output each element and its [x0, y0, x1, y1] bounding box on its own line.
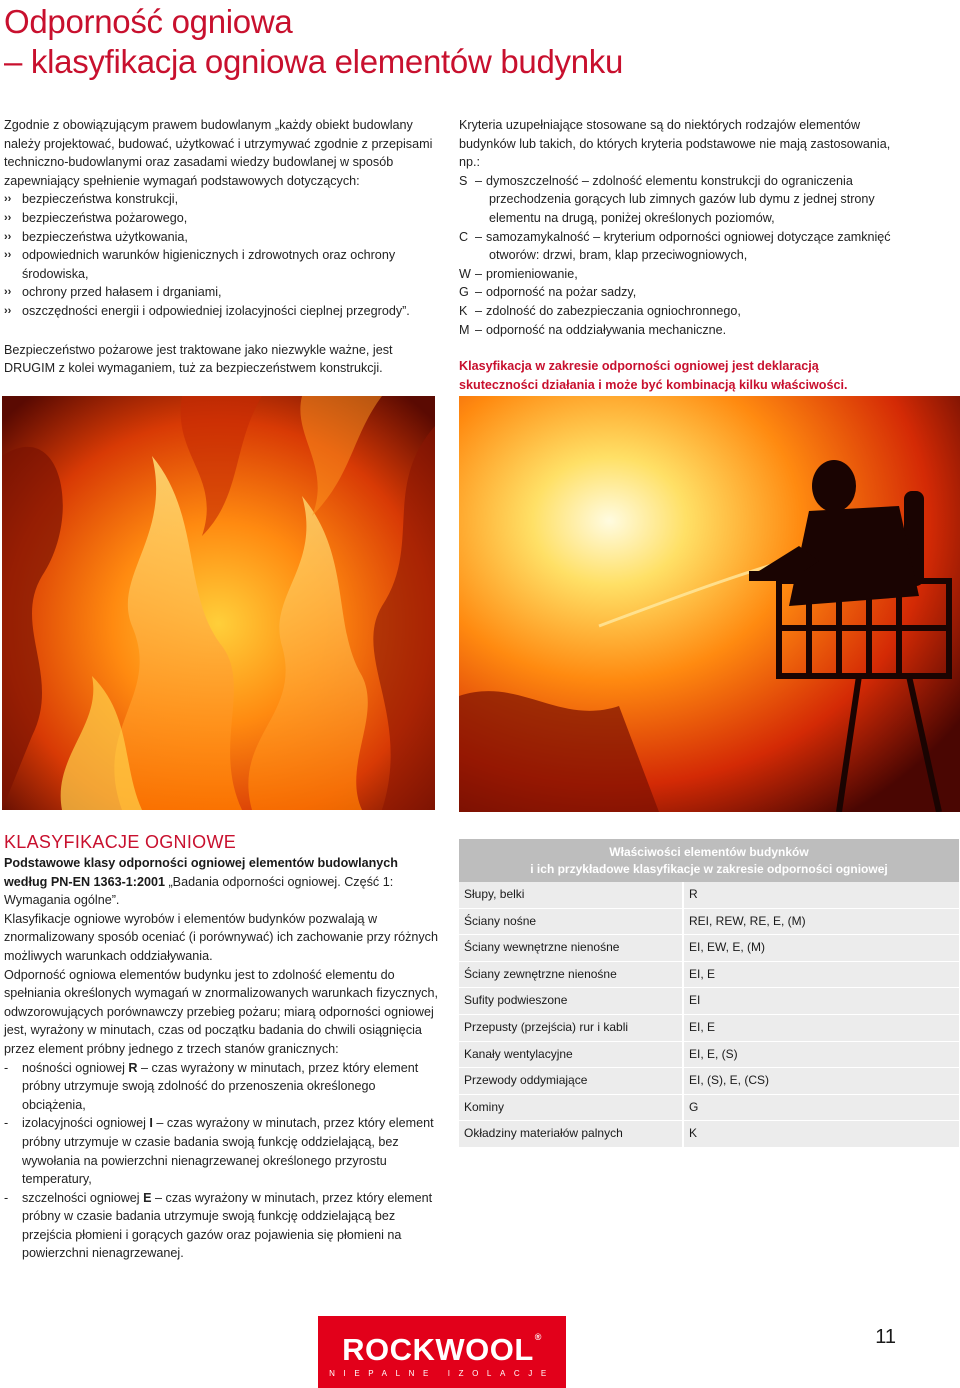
table-cell-element: Ściany zewnętrzne nienośne — [459, 962, 684, 988]
fire-safety-paragraph: Bezpieczeństwo pożarowe jest traktowane jako niezwykle ważne, jest DRUGIM z kolei wymaganiem, tuż za bezpieczeństwem konstrukcji. — [4, 342, 393, 376]
dash-mark: – — [475, 303, 483, 318]
criteria-text: samozamykalność – kryterium odporności ogniowej dotyczące zamknięć otworów: drzwi, bram, klap przeciwogniowych, — [486, 229, 891, 263]
subheading-tail: „Badania odporności ogniowej. Część 1: Wymagania ogólne”. — [4, 874, 394, 908]
list-item: - nośności ogniowej R – czas wyrażony w minutach, przez który element próbny utrzymuje swoją zdolność do przenoszenia określonego obciążenia, — [4, 1060, 419, 1112]
list-item — [4, 302, 440, 321]
table-row — [459, 1068, 959, 1095]
list-item — [4, 228, 440, 247]
intro-section — [4, 116, 440, 378]
table-cell-class: EI — [684, 988, 959, 1014]
table-cell-element: Przepusty (przejścia) rur i kabli — [459, 1015, 684, 1041]
title-line-2: – klasyfikacja ogniowa elementów budynku — [4, 43, 624, 80]
flames-photo — [2, 396, 435, 810]
criteria-intro: Kryteria uzupełniające stosowane są do niektórych rodzajów elementów budynków lub takich, do których kryteria podstawowe nie mają zastosowania, np.: — [459, 118, 891, 170]
table-row — [459, 1042, 959, 1069]
logo-wordmark: ROCKWOOL® — [342, 1332, 542, 1367]
state-letter: E — [143, 1190, 152, 1205]
dash-mark: – — [475, 266, 483, 281]
list-item-text: bezpieczeństwa użytkowania, — [22, 229, 188, 244]
criteria-text: odporność na pożar sadzy, — [486, 285, 637, 300]
table-cell-class: K — [684, 1121, 959, 1147]
intro-paragraph: Zgodnie z obowiązującym prawem budowlanym „każdy obiekt budowlany należy projektować, budować, użytkować i utrzymywać zgodnie z przepisami techniczno-budowlanymi oraz zasadami wiedzy budowlanej w sposób zapewniający spełnienie wymagań podstawowych dotyczących: — [4, 118, 433, 188]
list-item — [4, 283, 440, 302]
table-row — [459, 1121, 959, 1148]
table-cell-class: EI, (S), E, (CS) — [684, 1068, 959, 1094]
criteria-section — [459, 116, 891, 394]
criteria-text: promieniowanie, — [486, 266, 578, 281]
criteria-item-w — [459, 265, 891, 284]
page-title — [4, 2, 623, 82]
table-row — [459, 1015, 959, 1042]
table-row — [459, 988, 959, 1015]
table-row — [459, 962, 959, 989]
chevron-right-icon: ›› — [4, 230, 12, 243]
table-cell-element: Kominy — [459, 1095, 684, 1121]
criteria-item-s — [459, 172, 891, 228]
table-cell-class: G — [684, 1095, 959, 1121]
classification-highlight: Klasyfikacja w zakresie odporności ogniowej jest deklaracją skuteczności działania i może być kombinacją kilku właściwości. — [459, 359, 848, 392]
dash-mark: – — [475, 285, 483, 300]
list-item — [4, 190, 440, 209]
dash-mark: - — [4, 1116, 9, 1131]
criteria-code: W — [459, 266, 471, 281]
table-cell-class: EI, E — [684, 962, 959, 988]
criteria-text: odporność na oddziaływania mechaniczne. — [486, 322, 727, 337]
chevron-right-icon: ›› — [4, 193, 12, 206]
table-cell-element: Przewody oddymiające — [459, 1068, 684, 1094]
limit-states-list — [4, 1059, 440, 1264]
table-cell-class: REI, REW, RE, E, (M) — [684, 909, 959, 935]
table-row — [459, 935, 959, 962]
criteria-code: K — [459, 303, 468, 318]
classification-p1: Klasyfikacje ogniowe wyrobów i elementów budynków pozwalają w znormalizowany sposób oceniać (i porównywać) ich zachowanie przy różnych możliwych warunkach oddziaływania. — [4, 911, 438, 963]
chevron-right-icon: ›› — [4, 211, 12, 224]
table-cell-element: Ściany wewnętrzne nienośne — [459, 935, 684, 961]
list-item-text: oszczędności energii i odpowiedniej izolacyjności cieplnej przegrody”. — [22, 303, 410, 318]
criteria-item-k — [459, 302, 891, 321]
list-item-text: bezpieczeństwa pożarowego, — [22, 210, 188, 225]
list-item-text: odpowiednich warunków higienicznych i zdrowotnych oraz ochrony środowiska, — [22, 248, 396, 281]
dash-mark: – — [475, 322, 483, 337]
table-cell-element: Sufity podwieszone — [459, 988, 684, 1014]
table-cell-element: Kanały wentylacyjne — [459, 1042, 684, 1068]
chevron-right-icon: ›› — [4, 249, 12, 262]
criteria-item-c — [459, 228, 891, 265]
criteria-list — [459, 172, 891, 339]
dash-mark: - — [4, 1190, 9, 1205]
table-cell-class: EI, EW, E, (M) — [684, 935, 959, 961]
criteria-code: M — [459, 322, 470, 337]
list-item — [4, 246, 440, 283]
firefighter-photo — [459, 396, 960, 812]
table-cell-class: EI, E — [684, 1015, 959, 1041]
criteria-text: zdolność do zabezpieczania ogniochronnego, — [486, 303, 741, 318]
criteria-code: C — [459, 229, 469, 244]
page-number: 11 — [875, 1326, 896, 1348]
subheading-bold: Podstawowe klasy odporności ogniowej elementów budowlanych według PN-EN 1363-1:2001 — [4, 856, 398, 889]
table-row — [459, 1095, 959, 1122]
table-row — [459, 882, 959, 909]
state-letter: R — [128, 1060, 138, 1075]
table-cell-element: Ściany nośne — [459, 909, 684, 935]
classification-subheading — [4, 854, 440, 910]
dash-mark: – — [475, 229, 483, 244]
list-item-text: bezpieczeństwa konstrukcji, — [22, 192, 179, 207]
criteria-code: G — [459, 285, 469, 300]
dash-mark: – — [475, 173, 483, 188]
section-heading: KLASYFIKACJE OGNIOWE — [4, 832, 237, 852]
classification-table — [459, 839, 959, 1148]
title-line-1: Odporność ogniowa — [4, 3, 293, 40]
list-item: - izolacyjności ogniowej I – czas wyrażony w minutach, przez który element próbny utrzymuje w czasie badania swoją funkcję oddzielającą, bez wywołania na powierzchni nienagrzewanej określonego przyrostu temperatury, — [4, 1116, 434, 1187]
table-cell-element: Okładziny materiałów palnych — [459, 1121, 684, 1147]
table-row — [459, 909, 959, 936]
classification-section — [4, 854, 440, 1263]
chevron-right-icon: ›› — [4, 304, 12, 317]
table-header: Właściwości elementów budynków i ich przykładowe klasyfikacje w zakresie odporności ogniowej — [459, 839, 959, 882]
logo-tagline: NIEPALNE IZOLACJE — [329, 1369, 555, 1378]
criteria-text: dymoszczelność – zdolność elementu konstrukcji do ograniczenia przechodzenia gorących lub zimnych gazów lub dymu z jednej strony elementu na drugą, poniżej określonych poziomów, — [486, 173, 875, 225]
table-cell-class: R — [684, 882, 959, 908]
list-item-text: ochrony przed hałasem i drganiami, — [22, 285, 222, 300]
criteria-item-m — [459, 321, 891, 340]
dash-mark: - — [4, 1060, 9, 1075]
classification-p2: Odporność ogniowa elementów budynku jest to zdolność elementu do spełniania określonych wymagań w znormalizowanych warunkach fizycznych, odwzorowujących porównawczy przebieg pożaru; miarą odporności ogniowej jest, wyrażony w minutach, czas od początku badania do chwili osiągnięcia przez element próbny jednego z trzech stanów granicznych: — [4, 967, 438, 1056]
chevron-right-icon: ›› — [4, 286, 12, 299]
criteria-item-g — [459, 283, 891, 302]
list-item: - szczelności ogniowej E – czas wyrażony w minutach, przez który element próbny w czasie badania utrzymuje swoją funkcję oddzielającą bez przejścia płomieni i gorących gazów oraz pojawienia się płomieni na powierzchni nienagrzewanej. — [4, 1190, 433, 1261]
requirements-list — [4, 190, 440, 320]
list-item — [4, 209, 440, 228]
table-cell-class: EI, E, (S) — [684, 1042, 959, 1068]
table-cell-element: Słupy, belki — [459, 882, 684, 908]
criteria-code: S — [459, 173, 468, 188]
rockwool-logo — [318, 1316, 566, 1388]
state-letter: I — [149, 1116, 153, 1131]
